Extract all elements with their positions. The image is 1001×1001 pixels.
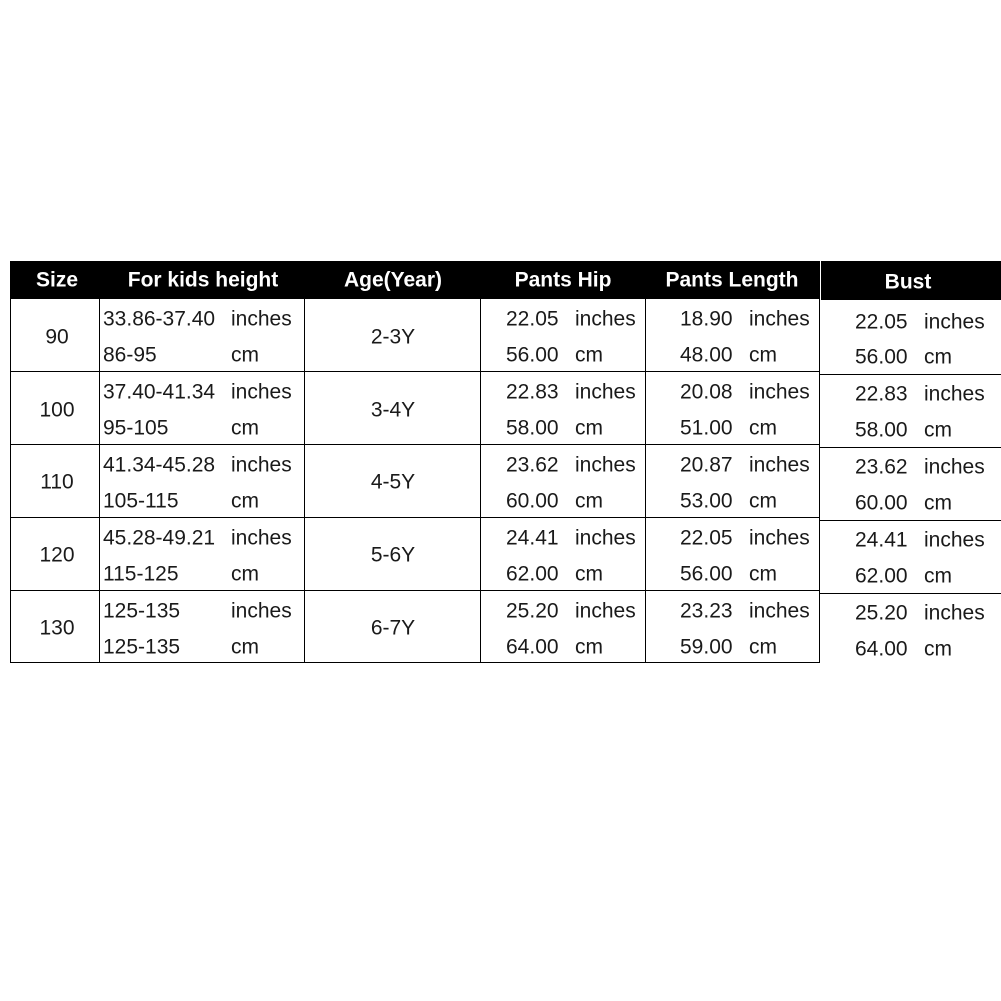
bust-cm-unit: cm	[924, 491, 952, 515]
bust-cm-value: 58.00	[855, 418, 908, 442]
length-inches-value: 20.87	[680, 453, 733, 477]
header-pants-length: Pants Length	[665, 268, 799, 292]
hip-inches-unit: inches	[575, 453, 636, 477]
age-value: 4-5Y	[370, 470, 416, 494]
length-inches-value: 18.90	[680, 307, 733, 331]
hip-cm-value: 56.00	[506, 343, 559, 367]
grid-line	[819, 299, 820, 663]
height-inches-value: 125-135	[103, 599, 181, 623]
bust-inches-unit: inches	[924, 528, 985, 552]
header-size: Size	[35, 268, 79, 292]
size-value: 130	[39, 616, 75, 640]
age-value: 2-3Y	[370, 325, 416, 349]
age-value: 3-4Y	[370, 398, 416, 422]
grid-line	[99, 299, 100, 663]
bust-inches-unit: inches	[924, 382, 985, 406]
age-value: 6-7Y	[370, 616, 416, 640]
hip-inches-value: 22.83	[506, 380, 559, 404]
length-inches-value: 23.23	[680, 599, 733, 623]
height-inches-unit: inches	[231, 599, 292, 623]
height-inches-value: 45.28-49.21	[103, 526, 216, 550]
length-cm-value: 51.00	[680, 416, 733, 440]
bust-inches-unit: inches	[924, 310, 985, 334]
height-cm-value: 115-125	[103, 562, 179, 586]
length-inches-value: 22.05	[680, 526, 733, 550]
hip-inches-value: 22.05	[506, 307, 559, 331]
bust-inches-unit: inches	[924, 455, 985, 479]
length-inches-unit: inches	[749, 453, 810, 477]
length-cm-value: 48.00	[680, 343, 733, 367]
grid-line	[819, 520, 1001, 521]
grid-line	[819, 374, 1001, 375]
grid-line	[10, 371, 820, 372]
bust-inches-unit: inches	[924, 601, 985, 625]
length-cm-value: 59.00	[680, 635, 733, 659]
hip-cm-unit: cm	[575, 416, 603, 440]
height-cm-value: 105-115	[103, 489, 179, 513]
size-value: 100	[39, 398, 75, 422]
bust-inches-value: 22.83	[855, 382, 908, 406]
grid-line	[10, 517, 820, 518]
size-value: 120	[39, 543, 75, 567]
bust-cm-unit: cm	[924, 418, 952, 442]
height-inches-unit: inches	[231, 307, 292, 331]
length-inches-unit: inches	[749, 307, 810, 331]
grid-line	[10, 299, 11, 663]
hip-cm-value: 60.00	[506, 489, 559, 513]
bust-cm-value: 62.00	[855, 564, 908, 588]
bust-cm-unit: cm	[924, 345, 952, 369]
height-cm-value: 125-135	[103, 635, 181, 659]
bust-cm-unit: cm	[924, 564, 952, 588]
length-cm-value: 56.00	[680, 562, 733, 586]
length-cm-unit: cm	[749, 489, 777, 513]
height-cm-unit: cm	[231, 489, 259, 513]
length-cm-value: 53.00	[680, 489, 733, 513]
hip-inches-unit: inches	[575, 380, 636, 404]
grid-line	[819, 593, 1001, 594]
length-inches-unit: inches	[749, 599, 810, 623]
length-cm-unit: cm	[749, 343, 777, 367]
bust-cm-value: 56.00	[855, 345, 908, 369]
hip-cm-value: 58.00	[506, 416, 559, 440]
height-cm-value: 95-105	[103, 416, 169, 440]
height-inches-unit: inches	[231, 380, 292, 404]
height-inches-unit: inches	[231, 526, 292, 550]
height-cm-unit: cm	[231, 343, 259, 367]
height-cm-value: 86-95	[103, 343, 157, 367]
length-cm-unit: cm	[749, 416, 777, 440]
bust-inches-value: 22.05	[855, 310, 908, 334]
header-pants-hip: Pants Hip	[514, 268, 612, 292]
grid-line	[10, 444, 820, 445]
height-cm-unit: cm	[231, 562, 259, 586]
length-inches-unit: inches	[749, 380, 810, 404]
height-inches-value: 41.34-45.28	[103, 453, 216, 477]
length-inches-unit: inches	[749, 526, 810, 550]
height-inches-unit: inches	[231, 453, 292, 477]
height-cm-unit: cm	[231, 635, 259, 659]
height-inches-value: 37.40-41.34	[103, 380, 216, 404]
hip-inches-value: 23.62	[506, 453, 559, 477]
hip-inches-value: 24.41	[506, 526, 559, 550]
length-cm-unit: cm	[749, 562, 777, 586]
height-inches-value: 33.86-37.40	[103, 307, 216, 331]
bust-cm-value: 60.00	[855, 491, 908, 515]
hip-cm-unit: cm	[575, 562, 603, 586]
header-height: For kids height	[127, 268, 279, 292]
header-bust: Bust	[884, 270, 932, 294]
hip-cm-unit: cm	[575, 635, 603, 659]
bust-inches-value: 23.62	[855, 455, 908, 479]
hip-cm-value: 64.00	[506, 635, 559, 659]
grid-line	[645, 299, 646, 663]
header-age: Age(Year)	[343, 268, 443, 292]
grid-line	[480, 299, 481, 663]
grid-line	[10, 590, 820, 591]
grid-line	[819, 447, 1001, 448]
hip-cm-value: 62.00	[506, 562, 559, 586]
hip-cm-unit: cm	[575, 343, 603, 367]
grid-line	[10, 662, 820, 663]
size-value: 110	[40, 470, 74, 494]
age-value: 5-6Y	[370, 543, 416, 567]
bust-inches-value: 25.20	[855, 601, 908, 625]
hip-inches-unit: inches	[575, 307, 636, 331]
hip-inches-value: 25.20	[506, 599, 559, 623]
length-inches-value: 20.08	[680, 380, 733, 404]
height-cm-unit: cm	[231, 416, 259, 440]
hip-inches-unit: inches	[575, 526, 636, 550]
bust-inches-value: 24.41	[855, 528, 908, 552]
hip-cm-unit: cm	[575, 489, 603, 513]
size-value: 90	[45, 325, 69, 349]
length-cm-unit: cm	[749, 635, 777, 659]
bust-cm-value: 64.00	[855, 637, 908, 661]
bust-cm-unit: cm	[924, 637, 952, 661]
hip-inches-unit: inches	[575, 599, 636, 623]
grid-line	[304, 299, 305, 663]
